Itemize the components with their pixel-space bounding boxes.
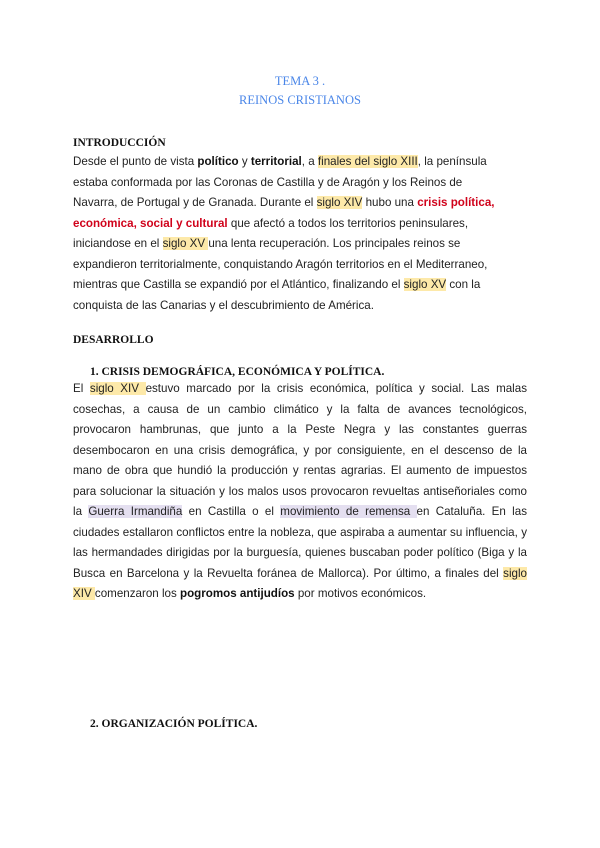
highlight-purple: movimiento de remensa bbox=[280, 505, 417, 518]
section-1-heading: 1. CRISIS DEMOGRÁFICA, ECONÓMICA Y POLÍTICA. bbox=[90, 366, 385, 378]
emphasis-text: crisis política, bbox=[417, 196, 495, 209]
text: estuvo marcado por la crisis económica, política y social. Las malas cosechas, a causa de un cambio climático y la falta de avances tecnológicos, provocaron hambrunas, que junto a la Peste Negra y las constantes guerras desembocaron en una crisis demográfica, y por consiguiente, en el descenso de la mano de obra que hundió la producción y rentas agrarias. El aumento de impuestos para solucionar la situación y los malos usos provocaron revueltas antiseñoriales como la bbox=[73, 382, 527, 518]
text: con la bbox=[446, 278, 481, 291]
text-line bbox=[73, 275, 527, 296]
text: por motivos económicos. bbox=[294, 587, 427, 600]
text: Desde el punto de vista bbox=[73, 155, 198, 168]
highlight: finales del siglo XIII bbox=[317, 155, 418, 168]
development-heading: DESARROLLO bbox=[73, 334, 154, 346]
text: iniciandose en el bbox=[73, 237, 163, 250]
text: y bbox=[238, 155, 251, 168]
text: mientras que Castilla se expandió por el Atlántico, finalizando el bbox=[73, 278, 404, 291]
section-2-heading: 2. ORGANIZACIÓN POLÍTICA. bbox=[90, 718, 258, 730]
text-line: expandieron territorialmente, conquistando Aragón territorios en el Mediterraneo, bbox=[73, 257, 488, 271]
intro-paragraph bbox=[73, 152, 527, 316]
section-1-paragraph bbox=[73, 379, 527, 605]
highlight: siglo XIV bbox=[89, 382, 146, 395]
text: en Castilla o el bbox=[182, 505, 281, 518]
page-subtitle: REINOS CRISTIANOS bbox=[239, 93, 361, 107]
text: hubo una bbox=[362, 196, 418, 209]
highlight-purple: Guerra Irmandiña bbox=[88, 505, 183, 518]
bold-text: político bbox=[197, 155, 239, 168]
text: , la península bbox=[417, 155, 487, 168]
text-line bbox=[73, 234, 527, 255]
text: , a bbox=[301, 155, 318, 168]
highlight: siglo XV bbox=[162, 237, 209, 250]
text-line bbox=[73, 214, 527, 235]
bold-text: pogromos antijudíos bbox=[179, 587, 295, 600]
highlight: siglo XIV bbox=[316, 196, 363, 209]
text: una lenta recuperación. Los principales reinos se bbox=[208, 237, 461, 250]
text: que afectó a todos los territorios peninsulares, bbox=[227, 216, 469, 230]
intro-heading: INTRODUCCIÓN bbox=[73, 137, 166, 149]
text-line: conquista de las Canarias y el descubrimiento de América. bbox=[73, 298, 374, 312]
text: comenzaron los bbox=[94, 587, 180, 600]
highlight: siglo XIV bbox=[73, 566, 527, 600]
text: Navarra, de Portugal y de Granada. Durante el bbox=[73, 196, 317, 209]
emphasis-text: económica, social y cultural bbox=[73, 216, 228, 230]
paragraph bbox=[73, 379, 527, 605]
text-line bbox=[73, 193, 527, 214]
bold-text: territorial bbox=[250, 155, 302, 168]
text: en Cataluña. En las ciudades estallaron conflictos entre la nobleza, que aspiraba a aumentar su influencia, y las hermandades dirigidas por la burguesía, quienes buscaban poder político (Biga y la Busca en Barcelona y la Revuelta foránea de Mallorca). Por último, a finales del bbox=[73, 505, 527, 580]
highlight: siglo XV bbox=[403, 278, 447, 291]
text: El bbox=[73, 382, 90, 395]
text-line bbox=[73, 152, 527, 173]
page-title: TEMA 3 . bbox=[274, 74, 326, 88]
text-line: estaba conformada por las Coronas de Castilla y de Aragón y los Reinos de bbox=[73, 175, 463, 189]
